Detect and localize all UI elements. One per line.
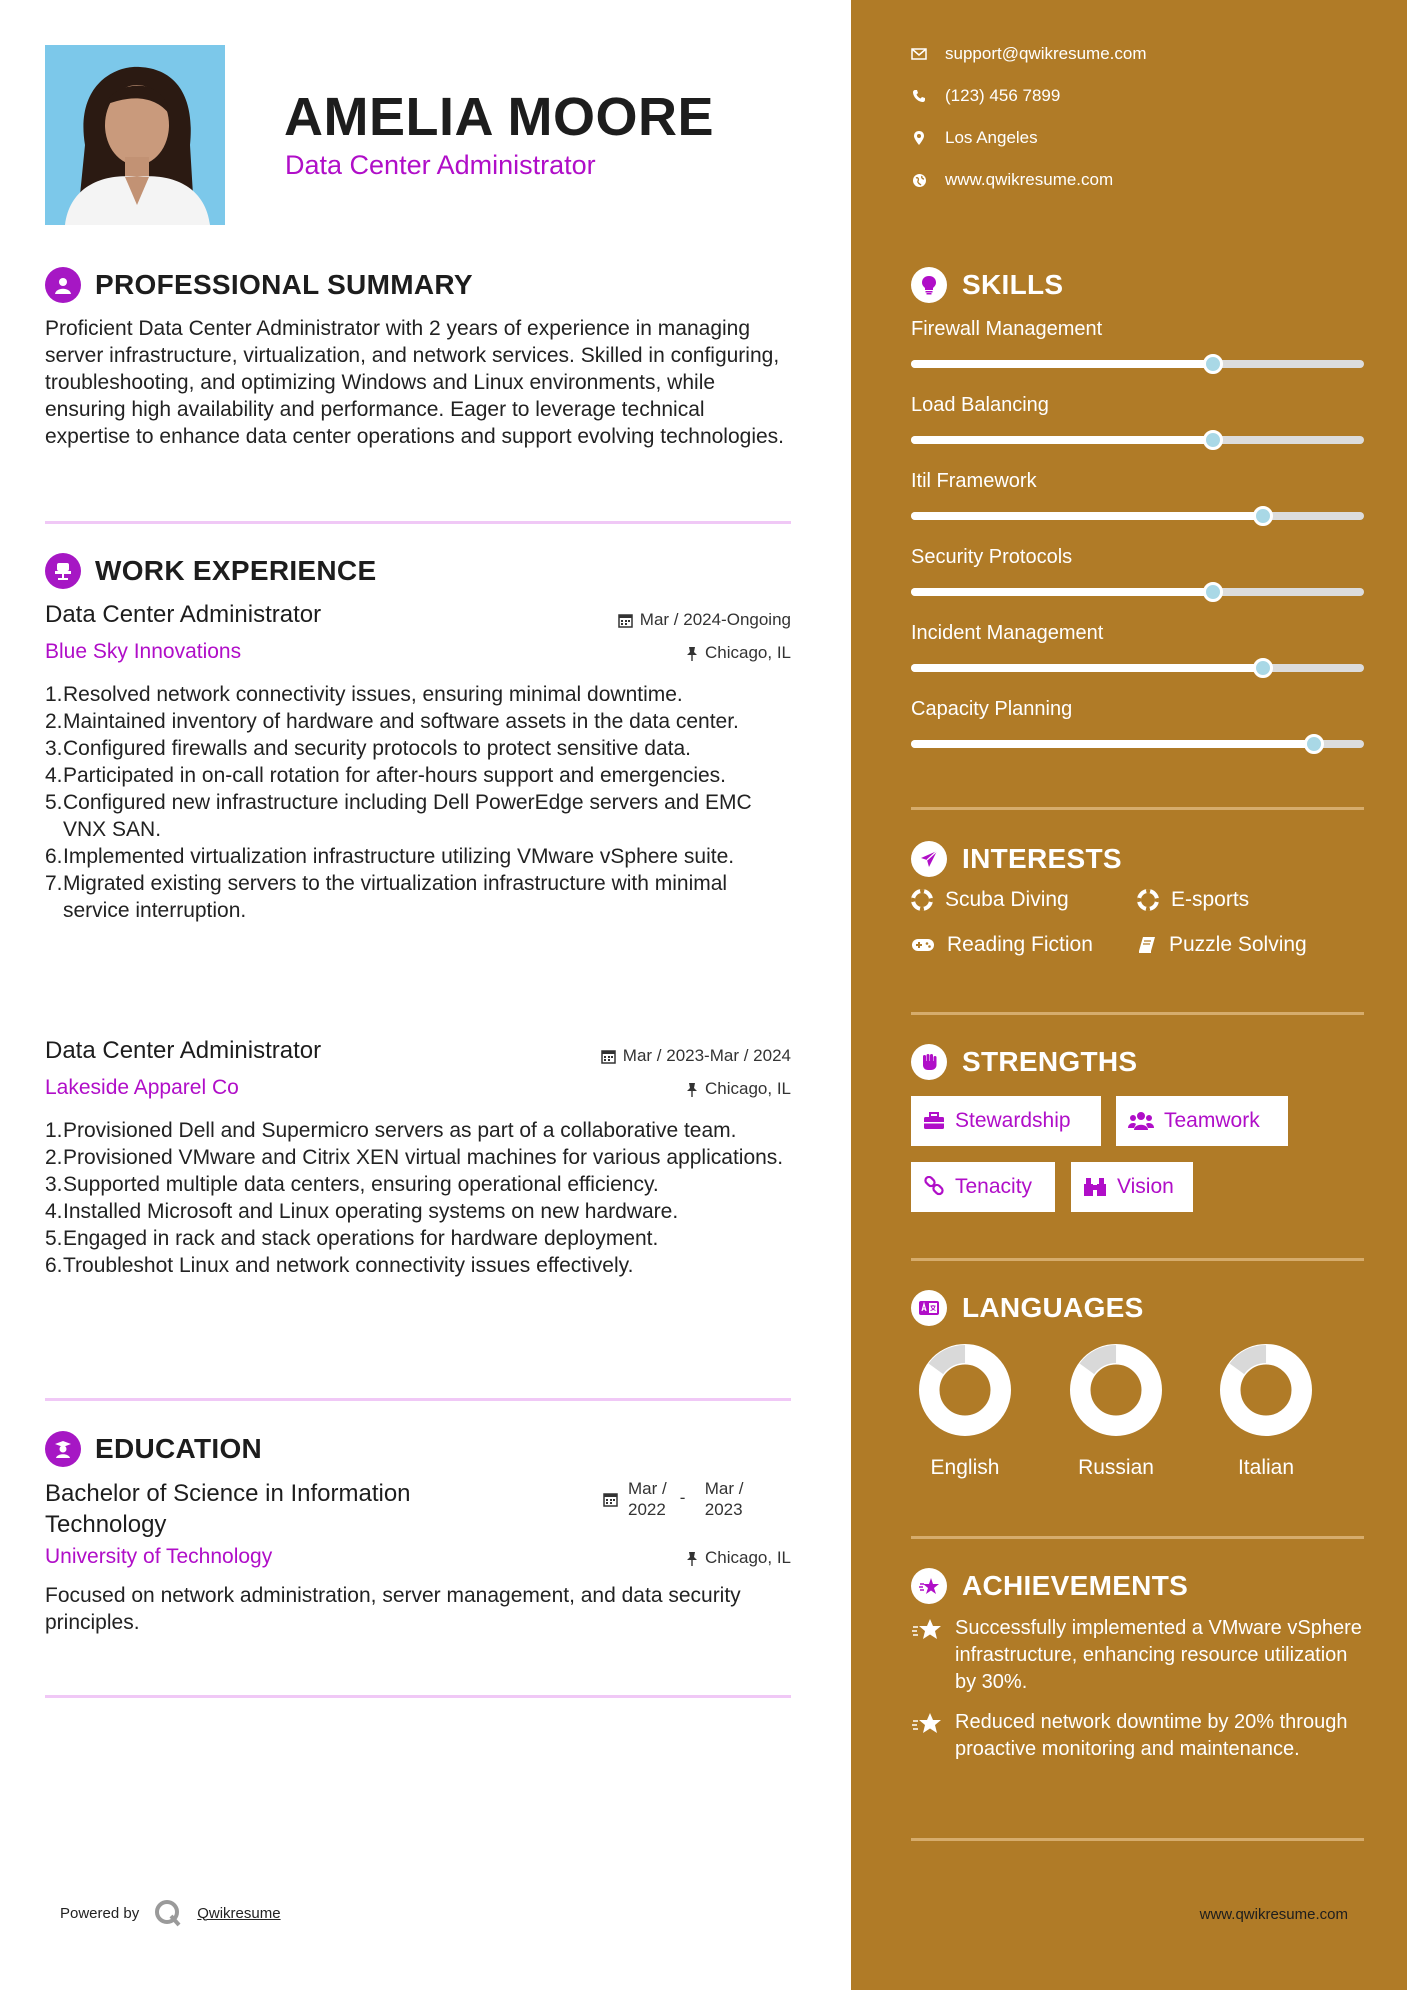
skill-name: Firewall Management <box>911 318 1103 340</box>
education-text: Focused on network administration, server management, and data security principles. <box>45 1584 741 1634</box>
list-item: 6. Implemented virtualization infrastructure utilizing VMware vSphere suite. <box>45 845 735 868</box>
qwikresume-logo-icon <box>153 1898 183 1928</box>
phone-text: (123) 456 7899 <box>945 86 1061 105</box>
contact-phone[interactable] <box>911 86 1060 106</box>
skill-bar-fill <box>911 740 1314 748</box>
desk-chair-icon <box>45 553 81 589</box>
job-dates-text: Mar / 2023-Mar / 2024 <box>622 1046 791 1065</box>
powered-by <box>60 1898 281 1928</box>
job-title: Data Center Administrator <box>45 601 322 628</box>
skill-level-knob <box>1203 582 1223 602</box>
interest-label: Scuba Diving <box>945 888 1069 911</box>
contact-email[interactable] <box>911 44 1147 64</box>
list-item: 2. Maintained inventory of hardware and software assets in the data center. <box>45 710 739 733</box>
skills-divider <box>911 807 1364 810</box>
list-item: 2. Provisioned VMware and Citrix XEN virtual machines for various applications. <box>45 1146 784 1169</box>
education-start: Mar / 2022 <box>628 1479 667 1519</box>
list-item: 6. Troubleshot Linux and network connectivity issues effectively. <box>45 1254 634 1277</box>
skills-title: SKILLS <box>962 269 1064 300</box>
briefcase-icon <box>923 1111 945 1131</box>
language-level-ring <box>1218 1342 1314 1438</box>
achievement-text: Successfully implemented a VMware vSphere infrastructure, enhancing resource utilization by 30%. <box>955 1617 1362 1693</box>
strength-chip <box>911 1162 1055 1212</box>
job-location <box>686 643 791 663</box>
graduate-icon <box>45 1431 81 1467</box>
skill-bar-fill <box>911 664 1263 672</box>
education-header <box>45 1431 262 1467</box>
education-divider <box>45 1695 791 1698</box>
job-dates <box>601 1046 791 1066</box>
lifebuoy-icon <box>911 889 933 911</box>
skill-bar <box>911 664 1364 672</box>
achievement-item <box>911 1709 1364 1763</box>
interests-header <box>911 841 1122 877</box>
phone-icon <box>911 88 927 104</box>
skill-level-knob <box>1253 506 1273 526</box>
skill-bar-fill <box>911 360 1213 368</box>
summary-divider <box>45 521 791 524</box>
list-item: 7. Migrated existing servers to the virtualization infrastructure with minimal service interruption. <box>45 872 728 922</box>
fist-icon <box>911 1044 947 1080</box>
list-item: 3. Supported multiple data centers, ensuring operational efficiency. <box>45 1173 659 1196</box>
language-icon <box>911 1290 947 1326</box>
education-dates <box>603 1478 743 1520</box>
interests-divider <box>911 1012 1364 1015</box>
star-icon <box>911 1568 947 1604</box>
list-item: 4. Participated in on-call rotation for after-hours support and emergencies. <box>45 764 727 787</box>
achievements-title: ACHIEVEMENTS <box>962 1570 1189 1601</box>
star-icon <box>911 1615 943 1645</box>
job-location <box>686 1079 791 1099</box>
gamepad-icon <box>911 937 935 953</box>
calendar-icon <box>618 613 633 628</box>
strength-chip <box>911 1096 1101 1146</box>
education-location-text: Chicago, IL <box>705 1548 791 1567</box>
school-name: University of Technology <box>45 1545 273 1568</box>
interest-label: E-sports <box>1171 888 1250 911</box>
skill-level-knob <box>1203 354 1223 374</box>
link-icon <box>923 1176 945 1198</box>
envelope-icon <box>911 46 927 62</box>
qwikresume-link[interactable]: Qwikresume <box>197 1904 281 1922</box>
experience-header <box>45 553 376 589</box>
strengths-divider <box>911 1258 1364 1261</box>
job-dates-text: Mar / 2024-Ongoing <box>639 610 791 629</box>
strength-chip <box>1116 1096 1288 1146</box>
strengths-header <box>911 1044 1137 1080</box>
map-marker-icon <box>911 130 927 146</box>
job-duties-list <box>45 681 795 924</box>
summary-text: Proficient Data Center Administrator with 2 years of experience in managing server infrastructure, virtualization, and network services. Skilled in configuring, troubleshooting, and optimizing Windows and Linux environments, while ensuring high availability and performance. Eager to leverage technical expertise to enhance data center operations and support evolving technologies. <box>45 317 784 448</box>
skill-level-knob <box>1203 430 1223 450</box>
summary-title: PROFESSIONAL SUMMARY <box>95 269 473 300</box>
skill-level-knob <box>1253 658 1273 678</box>
strength-label: Teamwork <box>1164 1109 1260 1132</box>
job-location-text: Chicago, IL <box>705 643 791 662</box>
pin-icon <box>686 1082 698 1097</box>
strengths-title: STRENGTHS <box>962 1046 1138 1077</box>
skill-name: Security Protocols <box>911 546 1073 568</box>
company-name: Lakeside Apparel Co <box>45 1076 239 1099</box>
job-role: Data Center Administrator <box>285 150 596 180</box>
degree-title: Bachelor of Science in Information Technology <box>45 1480 411 1538</box>
skills-header <box>911 267 1063 303</box>
skill-bar <box>911 436 1364 444</box>
achievements-header <box>911 1568 1188 1604</box>
language-name: Russian <box>1078 1456 1154 1479</box>
job-location-text: Chicago, IL <box>705 1079 791 1098</box>
education-end: - Mar / 2023 <box>679 1479 744 1519</box>
globe-icon <box>911 172 927 188</box>
strength-label: Tenacity <box>955 1175 1033 1198</box>
summary-header <box>45 267 473 303</box>
job-duties-list <box>45 1117 795 1279</box>
list-item: 3. Configured firewalls and security protocols to protect sensitive data. <box>45 737 691 760</box>
skill-bar <box>911 360 1364 368</box>
skill-bar <box>911 740 1364 748</box>
language-name: Italian <box>1237 1456 1295 1479</box>
skill-name: Incident Management <box>911 622 1104 644</box>
skill-bar <box>911 512 1364 520</box>
languages-title: LANGUAGES <box>962 1292 1144 1323</box>
star-icon <box>911 1709 943 1739</box>
language-level-ring <box>1068 1342 1164 1438</box>
email-text: support@qwikresume.com <box>945 44 1147 63</box>
interest-label: Puzzle Solving <box>1169 933 1307 956</box>
website-text: www.qwikresume.com <box>945 170 1114 189</box>
strength-label: Vision <box>1117 1175 1174 1198</box>
paper-plane-icon <box>911 841 947 877</box>
interest-item <box>1137 933 1307 957</box>
language-name: English <box>930 1456 1000 1479</box>
skill-name: Capacity Planning <box>911 698 1073 720</box>
education-title: EDUCATION <box>95 1433 263 1464</box>
profile-photo <box>45 45 225 225</box>
experience-divider <box>45 1398 791 1401</box>
interest-item <box>1137 888 1249 912</box>
calendar-icon <box>601 1049 616 1064</box>
binoculars-icon <box>1083 1176 1107 1198</box>
pin-icon <box>686 1551 698 1566</box>
contact-website[interactable] <box>911 170 1113 190</box>
achievement-text: Reduced network downtime by 20% through proactive monitoring and maintenance. <box>955 1711 1348 1760</box>
skill-bar-fill <box>911 512 1263 520</box>
users-icon <box>1128 1111 1154 1131</box>
strength-chip <box>1071 1162 1193 1212</box>
language-level-ring <box>917 1342 1013 1438</box>
lifebuoy-icon <box>1137 889 1159 911</box>
skill-bar-fill <box>911 588 1213 596</box>
experience-title: WORK EXPERIENCE <box>95 555 377 586</box>
list-item: 1. Provisioned Dell and Supermicro servers as part of a collaborative team. <box>45 1119 737 1142</box>
list-item: 5. Configured new infrastructure including Dell PowerEdge servers and EMC VNX SAN. <box>45 791 752 841</box>
lightbulb-icon <box>911 267 947 303</box>
location-text: Los Angeles <box>945 128 1038 147</box>
education-location <box>686 1548 791 1568</box>
job-dates <box>618 610 791 630</box>
powered-by-label: Powered by <box>60 1904 140 1922</box>
skill-bar <box>911 588 1364 596</box>
contact-location <box>911 128 1038 148</box>
company-name: Blue Sky Innovations <box>45 640 242 663</box>
skill-bar-fill <box>911 436 1213 444</box>
skill-level-knob <box>1304 734 1324 754</box>
calendar-icon <box>603 1492 618 1507</box>
interest-item <box>911 888 1069 912</box>
strength-label: Stewardship <box>955 1109 1071 1132</box>
languages-divider <box>911 1536 1364 1539</box>
skill-name: Load Balancing <box>911 394 1049 416</box>
book-icon <box>1137 935 1157 955</box>
user-icon <box>45 267 81 303</box>
achievements-divider <box>911 1838 1364 1841</box>
list-item: 5. Engaged in rack and stack operations for hardware deployment. <box>45 1227 659 1250</box>
interests-title: INTERESTS <box>962 843 1122 874</box>
skill-name: Itil Framework <box>911 470 1037 492</box>
interest-label: Reading Fiction <box>947 933 1093 956</box>
achievement-item <box>911 1615 1364 1696</box>
full-name: AMELIA MOORE <box>284 87 714 147</box>
languages-header <box>911 1290 1144 1326</box>
footer-website[interactable]: www.qwikresume.com <box>1199 1906 1348 1923</box>
pin-icon <box>686 646 698 661</box>
list-item: 4. Installed Microsoft and Linux operating systems on new hardware. <box>45 1200 679 1223</box>
job-title: Data Center Administrator <box>45 1037 322 1064</box>
interest-item <box>911 933 1093 957</box>
list-item: 1. Resolved network connectivity issues, ensuring minimal downtime. <box>45 683 683 706</box>
